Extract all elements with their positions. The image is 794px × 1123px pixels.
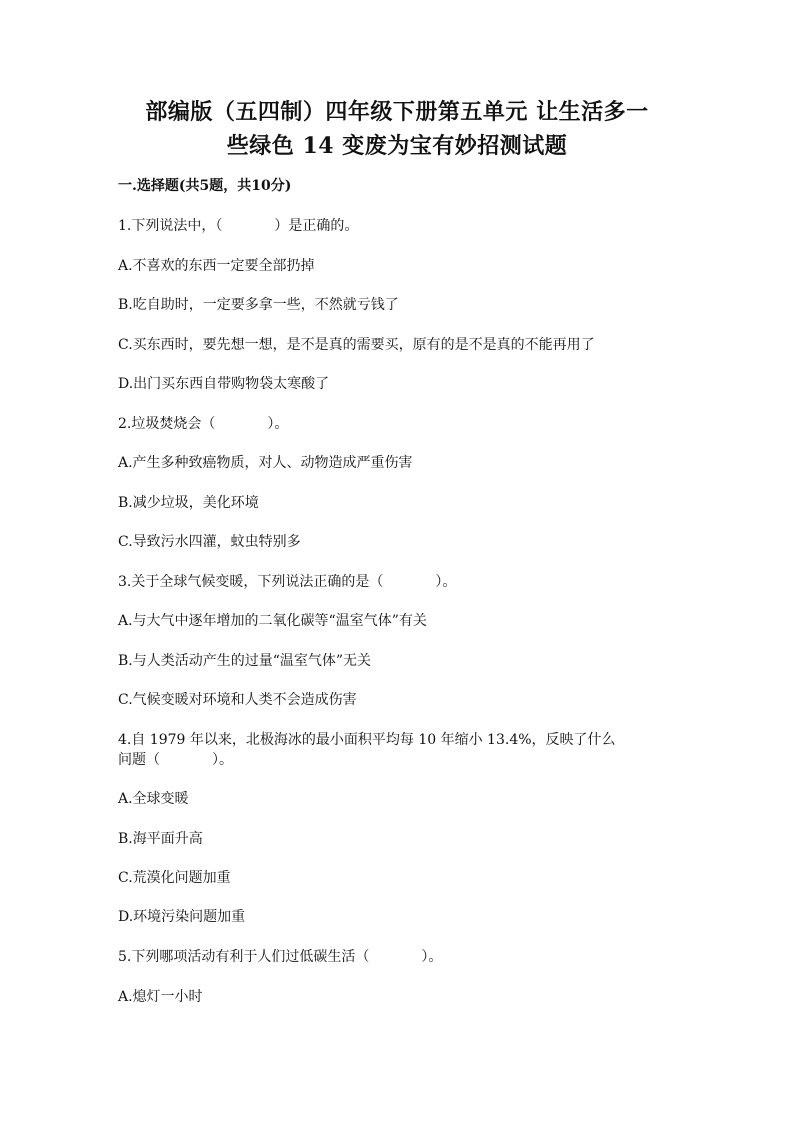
question-2-stem-after: ）。 bbox=[267, 416, 289, 432]
question-5-stem-after: ）。 bbox=[421, 949, 443, 965]
question-5-stem bbox=[118, 947, 678, 967]
section-heading: 一.选择题(共5题，共10分) bbox=[118, 178, 292, 194]
question-1-option-c: C.买东西时，要先想一想，是不是真的需要买，原有的是不是真的不能再用了 bbox=[118, 337, 595, 353]
question-4-stem-line-1: 4.自 1979 年以来，北极海冰的最小面积平均每 10 年缩小 13.4%，反映了什么 bbox=[118, 732, 616, 748]
question-3-stem-before: 3.关于全球气候变暖，下列说法正确的是（ bbox=[118, 574, 384, 590]
page-title-line-2: 些绿色 14 变废为宝有妙招测试题 bbox=[226, 133, 568, 159]
question-3-stem-after: ）。 bbox=[435, 574, 457, 590]
question-4-option-c: C.荒漠化问题加重 bbox=[118, 870, 231, 886]
question-1-option-d: D.出门买东西自带购物袋太寒酸了 bbox=[118, 376, 330, 392]
question-4-stem-after: ）。 bbox=[212, 752, 233, 768]
page-title-line-1: 部编版（五四制）四年级下册第五单元 让生活多一 bbox=[145, 99, 649, 125]
question-1-stem-before: 1.下列说法中，（ bbox=[118, 218, 223, 234]
question-2-stem-before: 2.垃圾焚烧会（ bbox=[118, 416, 216, 432]
question-4-option-a: A.全球变暖 bbox=[118, 791, 189, 807]
question-5-option-a: A.熄灯一小时 bbox=[118, 989, 203, 1005]
question-1-stem bbox=[118, 216, 678, 236]
question-4-option-d: D.环境污染问题加重 bbox=[118, 909, 246, 925]
question-2-option-c: C.导致污水四灌，蚊虫特别多 bbox=[118, 534, 301, 550]
question-4-stem-before: 问题（ bbox=[118, 752, 160, 768]
question-4-stem-line-2 bbox=[118, 750, 678, 770]
question-4-option-b: B.海平面升高 bbox=[118, 831, 203, 847]
question-3-stem bbox=[118, 572, 678, 592]
question-2-stem bbox=[118, 414, 678, 434]
question-2-option-b: B.减少垃圾，美化环境 bbox=[118, 495, 259, 511]
question-3-option-c: C.气候变暖对环境和人类不会造成伤害 bbox=[118, 692, 357, 708]
question-3-option-b: B.与人类活动产生的过量“温室气体”无关 bbox=[118, 653, 372, 669]
question-1-option-a: A.不喜欢的东西一定要全部扔掉 bbox=[118, 258, 315, 274]
question-5-stem-before: 5.下列哪项活动有利于人们过低碳生活（ bbox=[118, 949, 370, 965]
question-2-option-a: A.产生多种致癌物质，对人、动物造成严重伤害 bbox=[118, 455, 413, 471]
question-3-option-a: A.与大气中逐年增加的二氧化碳等“温室气体”有关 bbox=[118, 613, 427, 629]
question-1-stem-after: ）是正确的。 bbox=[274, 218, 359, 234]
question-1-option-b: B.吃自助时，一定要多拿一些，不然就亏钱了 bbox=[118, 297, 399, 313]
